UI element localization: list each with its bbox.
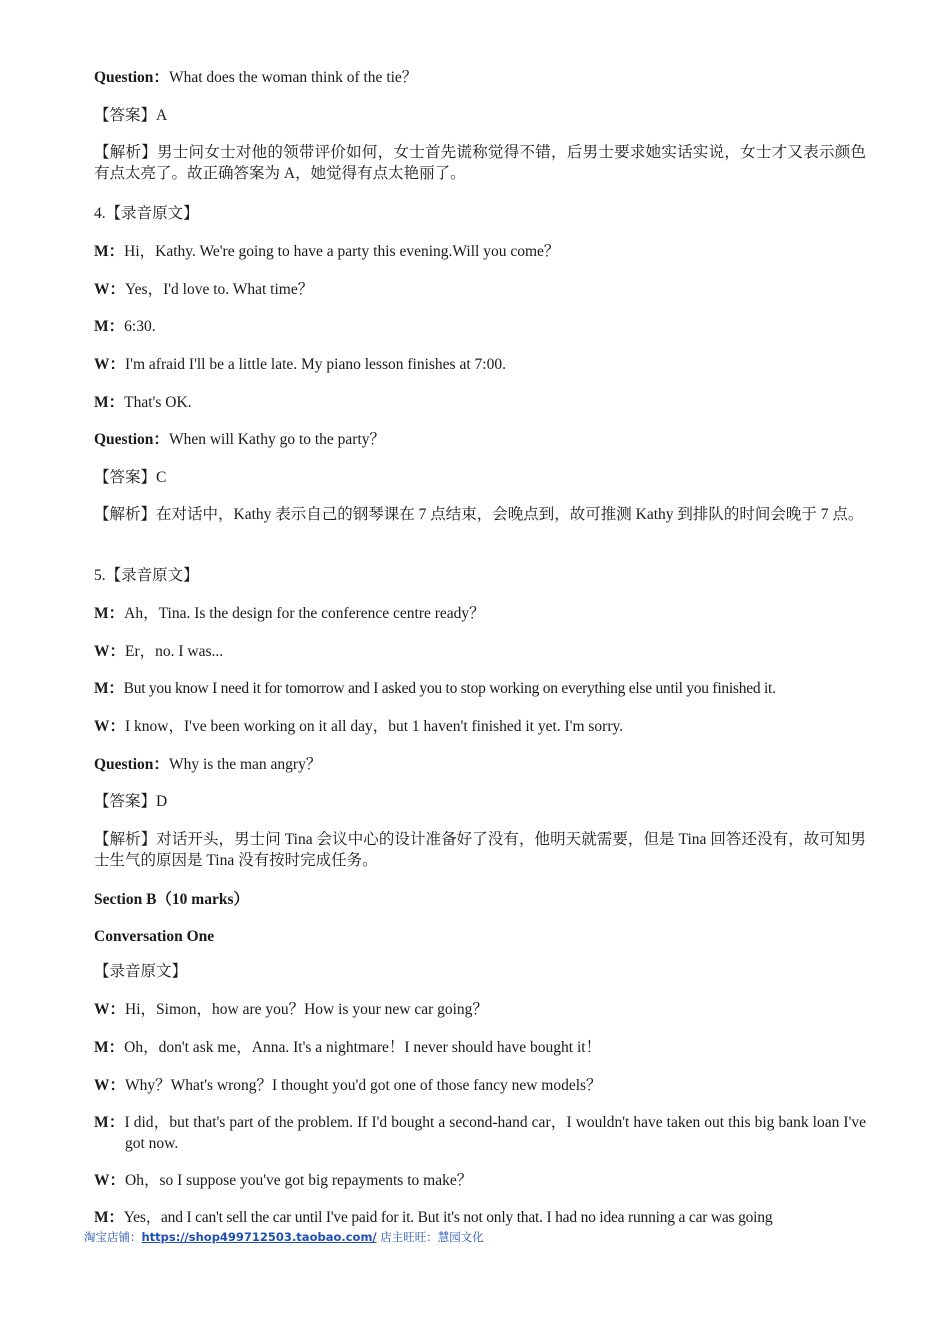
- dialogue-line: M：6:30.: [94, 318, 156, 335]
- owner-label: 店主旺旺：慧园文化: [376, 1230, 484, 1244]
- dialogue-line: W：Er，no. I was...: [94, 643, 224, 660]
- dialogue-line: M：Yes，and I can't sell the car until I've paid for it. But it's not only that. I had no idea running a car was going: [94, 1209, 773, 1226]
- dialogue-line: M：I did，but that's part of the problem. If I'd bought a second-hand car，I wouldn't have taken out this big bank loan I've got now.: [94, 1114, 866, 1152]
- dialogue-line: M：Hi，Kathy. We're going to have a party this evening.Will you come？: [94, 243, 560, 260]
- page-footer: [84, 1229, 484, 1245]
- dialogue-line: W：I'm afraid I'll be a little late. My piano lesson finishes at 7:00.: [94, 356, 506, 373]
- section-heading: 【录音原文】: [94, 963, 188, 980]
- section-b-heading: Section B（10 marks）: [94, 891, 250, 908]
- dialogue-line: M：But you know I need it for tomorrow and I asked you to stop working on everything else until you finished it.: [94, 680, 776, 697]
- section-heading: 5.【录音原文】: [94, 567, 199, 584]
- question-line: Question：What does the woman think of the tie？: [94, 69, 418, 86]
- dialogue-line: M：That's OK.: [94, 394, 192, 411]
- section-heading: 4.【录音原文】: [94, 205, 199, 222]
- dialogue-line: W：Why？What's wrong？I thought you'd got one of those fancy new models？: [94, 1077, 602, 1094]
- conversation-heading: Conversation One: [94, 928, 215, 945]
- dialogue-line: W：Oh，so I suppose you've got big repayments to make？: [94, 1172, 473, 1189]
- question-line: Question：Why is the man angry？: [94, 756, 322, 773]
- shop-link[interactable]: https://shop499712503.taobao.com/: [141, 1230, 377, 1244]
- dialogue-line: W：I know，I've been working on it all day，but 1 haven't finished it yet. I'm sorry.: [94, 718, 624, 735]
- dialogue-line: M：Oh，don't ask me，Anna. It's a nightmare！I never should have bought it！: [94, 1039, 602, 1056]
- dialogue-line: M：Ah，Tina. Is the design for the conference centre ready？: [94, 605, 485, 622]
- analysis-paragraph: 【解析】对话开头，男士问 Tina 会议中心的设计准备好了没有，他明天就需要，但是 Tina 回答还没有，故可知男士生气的原因是 Tina 没有按时完成任务。: [94, 831, 866, 869]
- dialogue-line: W：Hi，Simon，how are you？How is your new car going？: [94, 1001, 488, 1018]
- analysis-paragraph: 【解析】在对话中，Kathy 表示自己的钢琴课在 7 点结束，会晚点到，故可推测 Kathy 到排队的时间会晚于 7 点。: [94, 506, 864, 523]
- answer-line: 【答案】D: [94, 793, 168, 810]
- shop-label: 淘宝店铺：: [84, 1230, 142, 1244]
- analysis-paragraph: 【解析】男士问女士对他的领带评价如何，女士首先谎称觉得不错，后男士要求她实话实说，女士才又表示颜色有点太亮了。故正确答案为 A，她觉得有点太艳丽了。: [94, 144, 866, 182]
- question-line: Question：When will Kathy go to the party？: [94, 431, 386, 448]
- answer-line: 【答案】C: [94, 469, 167, 486]
- answer-line: 【答案】A: [94, 107, 168, 124]
- dialogue-line: W：Yes，I'd love to. What time？: [94, 281, 314, 298]
